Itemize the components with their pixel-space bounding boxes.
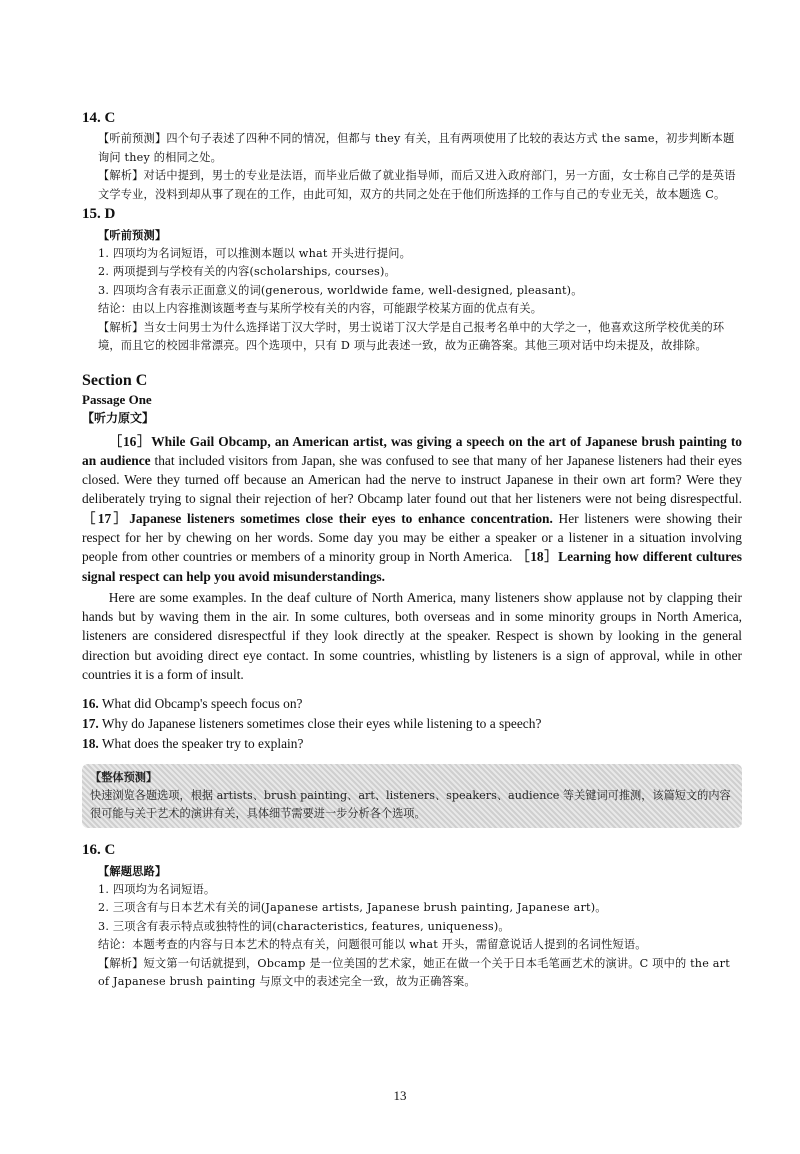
q15-heading: 15. D: [82, 206, 116, 222]
q16-heading: 16. C: [82, 842, 116, 859]
answer-key-17: ［17］Japanese listeners sometimes close their eyes to enhance concentration.: [82, 510, 553, 526]
question-item: [82, 714, 742, 734]
q16-conclusion: 结论：本题考查的内容与日本艺术的特点有关，问题很可能以 what 开头，需留意说话人提到的名词性短语。: [98, 938, 647, 952]
passage-paragraph-1: [82, 432, 742, 586]
passage-paragraph-2: Here are some examples. In the deaf culture of North America, many listeners show applause not by clapping their hands but by waving them in the air. In some cultures, both overseas and in some minority groups in North America, listeners are considered disrespectful if they look directly at the speaker. Respect is shown by looking in the general direction but avoiding direct eye contact. In some countries, whistling by listeners is a sign of approval, while in other countries it is a form of insult.: [82, 589, 742, 683]
q15-point-2: 2. 两项提到与学校有关的内容(scholarships, courses)。: [98, 265, 396, 278]
question-text: Why do Japanese listeners sometimes close their eyes while listening to a speech?: [98, 716, 542, 732]
passage-text: that included visitors from Japan, she was confused to see that many of her Japanese listeners had their eyes closed. Were they turned off because an American had the nerve to instruct Japanese in their own art form? Were they deliberately trying to signal their rejection of her? Obcamp later found out that her listeners were not being disrespectful.: [82, 452, 743, 507]
passage-text: Her listeners were showing their respect for her by chewing on her words. Some day you may be either a speaker or a listener in a situation involving people from other countries or members of a minority group in North America.: [82, 510, 742, 565]
q15-analysis: 【解析】当女士问男士为什么选择诺丁汉大学时，男士说诺丁汉大学是自己报考名单中的大学之一，他喜欢这所学校优美的环境，而且它的校园非常漂亮。四个选项中，只有 D 项与此表述一致，故为正确答案。其他三项对话中均未提及，故排除。: [98, 320, 725, 352]
q16-strategy-label: 【解题思路】: [98, 864, 167, 879]
q15-point-1: 1. 四项均为名词短语，可以推测本题以 what 开头进行提问。: [98, 246, 412, 260]
q16-point-1: 1. 四项均为名词短语。: [98, 882, 216, 896]
q15-conclusion: 结论：由以上内容推测该题考查与某所学校有关的内容，可能跟学校某方面的优点有关。: [98, 302, 543, 315]
question-number: 16.: [82, 696, 99, 712]
overall-prediction-title: 【整体预测】: [90, 770, 158, 785]
q15-prediction-label: 【听前预测】: [98, 228, 167, 242]
q14-analysis: 【解析】对话中提到，男士的专业是法语，而毕业后做了就业指导师，而后又进入政府部门，另一方面，女士称自己学的是英语文学专业，没料到却从事了现在的工作，由此可知，双方的共同之处在于他们所选择的工作与自己的专业无关，故本题选 C。: [98, 169, 736, 201]
overall-prediction-text: 快速浏览各题选项，根据 artists、brush painting、art、listeners、speakers、audience 等关键词可推测，该篇短文的内容很可能与关于艺术的演讲有关，具体细节需要进一步分析各个选项。: [90, 789, 731, 821]
q14-prediction: 【听前预测】四个句子表述了四种不同的情况，但都与 they 有关，且有两项使用了比较的表达方式 the same，初步判断本题询问 they 的相同之处。: [98, 132, 735, 164]
overall-prediction-box: [82, 764, 742, 828]
page-content: [82, 110, 742, 992]
answer-key-16: ［16］While Gail Obcamp, an American artist, was giving a speech on the art of Japanese brush painting to an audience: [82, 433, 742, 468]
question-item: [82, 694, 742, 714]
q16-analysis: 【解析】短文第一句话就提到，Obcamp 是一位美国的艺术家，她正在做一个关于日本毛笔画艺术的演讲。C 项中的 the art of Japanese brush painting 与原文中的表述完全一致，故为正确答案。: [98, 956, 730, 989]
q15-point-3: 3. 四项均含有表示正面意义的词(generous, worldwide fame, well-designed, pleasant)。: [98, 283, 583, 297]
question-number: 17.: [82, 716, 99, 732]
page-number: 13: [393, 1088, 407, 1103]
answer-key-18: ［18］Learning how different cultures signal respect can help you avoid misunderstandings.: [82, 549, 742, 584]
section-title: Section C: [82, 371, 148, 389]
question-text: What does the speaker try to explain?: [98, 736, 304, 752]
question-number: 18.: [82, 736, 99, 752]
question-text: What did Obcamp's speech focus on?: [98, 696, 303, 712]
q16-point-3: 3. 三项含有表示特点或独特性的词(characteristics, features, uniqueness)。: [98, 919, 510, 933]
script-label: 【听力原文】: [82, 410, 155, 425]
passage-title: Passage One: [82, 391, 152, 407]
question-list: [82, 694, 742, 754]
question-item: [82, 734, 742, 754]
q14-heading: 14. C: [82, 110, 116, 126]
q16-point-2: 2. 三项含有与日本艺术有关的词(Japanese artists, Japanese brush painting, Japanese art)。: [98, 901, 607, 915]
